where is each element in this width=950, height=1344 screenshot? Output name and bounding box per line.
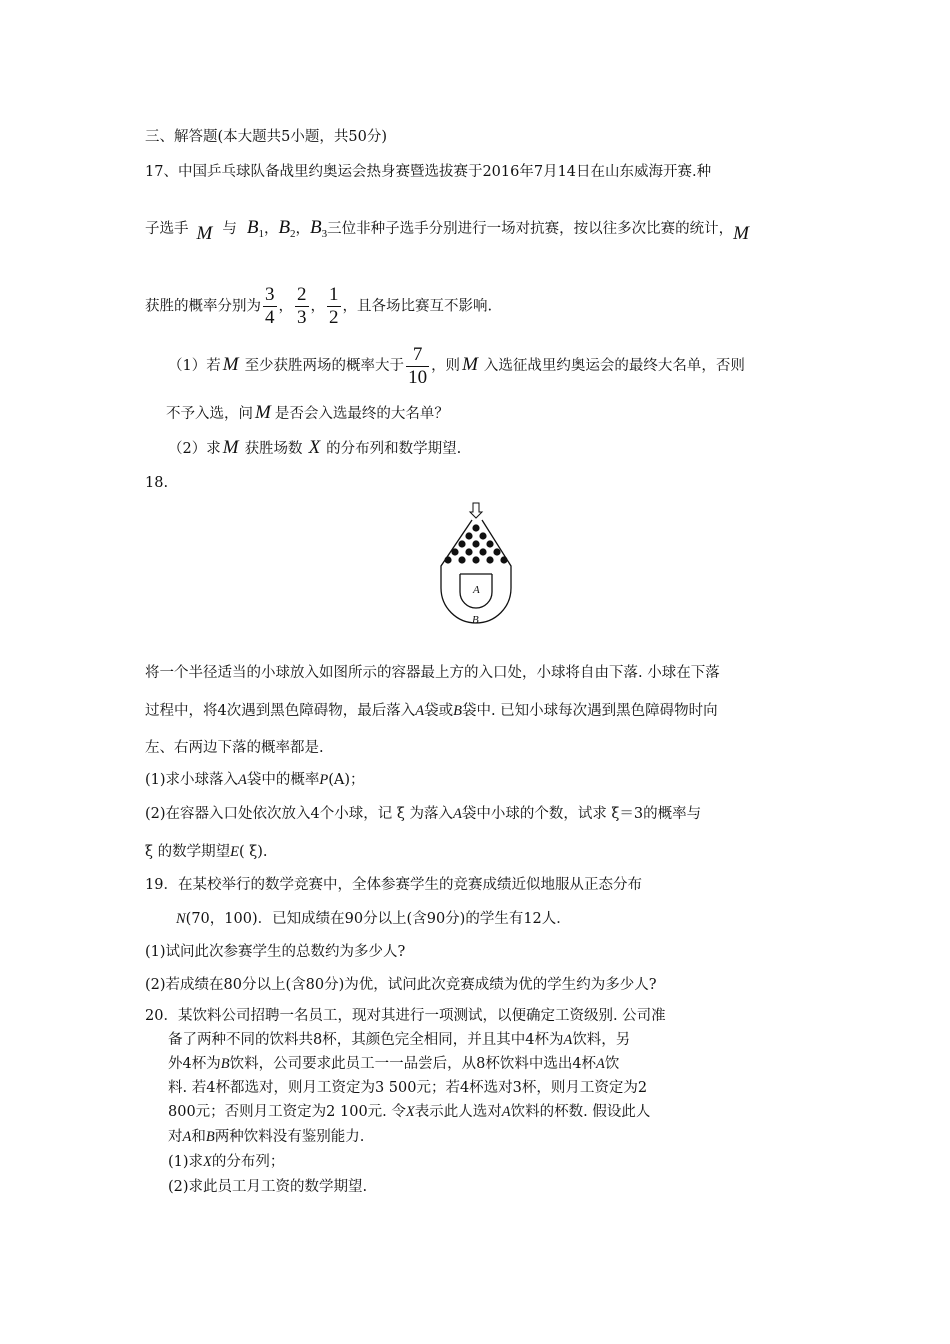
var-B3: $B_3$	[310, 217, 328, 240]
var-A: A	[501, 1104, 511, 1120]
q20-l2-a: 备了两种不同的饮料共8杯，其颜色完全相同，并且其中4杯为	[168, 1032, 564, 1048]
q20-part1	[168, 1153, 284, 1171]
var-X: X	[405, 1104, 415, 1120]
q19-l2-text: (70，100)．已知成绩在90分以上(含90分)的学生有12人．	[185, 911, 571, 927]
q18-p2-a: (2)在容器入口处依次放入4个小球，记 ξ 为落入	[145, 806, 453, 822]
q17-p1-text-d: 入选征战里约奥运会的最终大名单，否则	[483, 358, 745, 374]
q20-line3	[168, 1055, 619, 1073]
sep: ，	[263, 221, 279, 237]
var-X: X	[308, 437, 321, 458]
obstacle	[458, 556, 465, 563]
var-A: A	[563, 1032, 573, 1048]
var-M: M	[733, 223, 749, 244]
obstacle	[472, 556, 479, 563]
q20-l5-b: 表示此人选对	[414, 1104, 502, 1120]
fraction-2-3: $\frac{2}{3}$	[297, 284, 307, 328]
var-B: B	[220, 1056, 230, 1072]
q17-part2	[168, 436, 461, 461]
q18-p1-b: 袋中的概率	[246, 772, 320, 788]
entry-arrow-icon	[470, 503, 482, 518]
q19-part2: (2)若成绩在80分以上(含80分)为优，试问此次竞赛成绩为优的学生约为多少人?	[145, 977, 657, 993]
var-M: M	[255, 402, 271, 423]
var-B1: $B_1$	[246, 217, 264, 240]
figure-label-a: A	[473, 584, 480, 596]
obstacle	[472, 540, 479, 547]
q17-p2-text-b: 获胜场数	[244, 441, 303, 457]
q20-l6-b: 和	[191, 1129, 206, 1145]
q20-l6-c: 两种饮料没有鉴别能力.	[214, 1129, 365, 1145]
q20-line2	[168, 1031, 630, 1049]
var-X: X	[203, 1154, 212, 1170]
q17-l3-text-b: ，且各场比赛互不影响.	[342, 298, 493, 315]
q20-l5-a: 800元；否则月工资定为2 100元. 令	[168, 1104, 406, 1120]
q19-line2	[176, 910, 571, 928]
figure-label-b: B	[472, 614, 479, 626]
fraction-1-2: $\frac{1}{2}$	[329, 284, 339, 328]
q20-l3-c: 饮	[604, 1056, 620, 1072]
q18-p1-a: (1)求小球落入	[145, 772, 239, 788]
q19-part1: (1)试问此次参赛学生的总数约为多少人?	[145, 944, 406, 960]
var-M: M	[222, 354, 239, 375]
q20-line5	[168, 1103, 650, 1121]
obstacle	[444, 556, 451, 563]
var-N: N	[176, 911, 186, 927]
var-B: B	[453, 703, 462, 719]
q17-p1-text-f: 是否会入选最终的大名单？	[274, 406, 449, 422]
comma: ，	[310, 298, 325, 315]
q18-part1	[145, 771, 365, 789]
q20-part2: (2)求此员工月工资的数学期望.	[168, 1179, 368, 1195]
var-B2: $B_2$	[278, 217, 296, 240]
q17-p1-text-e: 不予入选，问	[166, 406, 253, 422]
q17-line1: 17、中国乒乓球队备战里约奥运会热身赛暨选拔赛于2016年7月14日在山东威海开赛.种	[145, 164, 712, 180]
q17-p2-text-c: 的分布列和数学期望.	[326, 441, 462, 457]
q20-l2-b: 饮料，另	[572, 1032, 631, 1048]
fraction-7-10: $\frac{7}{10}$	[408, 343, 428, 388]
var-P: P	[319, 772, 329, 788]
var-A: A	[238, 772, 247, 788]
q18-l2-a: 过程中，将4次遇到黑色障碍物，最后落入	[145, 703, 416, 719]
q20-line4: 料. 若4杯都选对，则月工资定为3 500元；若4杯选对3杯，则月工资定为2	[168, 1080, 648, 1096]
sep: ，	[295, 221, 311, 237]
q17-p2-text-a: （2）求	[168, 441, 221, 457]
q17-l3-text-a: 获胜的概率分别为	[145, 298, 261, 315]
q20-l5-c: 饮料的杯数. 假设此人	[510, 1104, 651, 1120]
q20-l3-b: 饮料，公司要求此员工一一品尝后，从8杯饮料中选出4杯	[229, 1056, 597, 1072]
obstacle	[458, 540, 465, 547]
var-M: M	[222, 437, 239, 458]
q18-line2	[145, 702, 718, 720]
q18-line3: 左、右两边下落的概率都是.	[145, 740, 324, 756]
q17-part1	[168, 343, 745, 389]
obstacle-grid	[444, 524, 507, 563]
obstacle	[465, 548, 472, 555]
obstacle	[479, 532, 486, 539]
var-A: A	[596, 1056, 605, 1072]
var-A: A	[182, 1129, 192, 1145]
q18-p2-b: 袋中小球的个数，试求 ξ＝3的概率与	[461, 806, 702, 822]
q18-p3-a: ξ 的数学期望	[145, 844, 231, 860]
q17-p1-text-a: （1）若	[168, 358, 221, 374]
q18-number: 18.	[145, 475, 169, 491]
q17-part1-cont	[166, 401, 449, 426]
q18-line1: 将一个半径适当的小球放入如图所示的容器最上方的入口处，小球将自由下落. 小球在下落	[145, 665, 720, 681]
var-B: B	[205, 1129, 215, 1145]
section-header: 三、解答题(本大题共5小题，共50分)	[145, 129, 387, 145]
q17-line3	[145, 284, 492, 329]
obstacle	[465, 532, 472, 539]
q20-p1-a: (1)求	[168, 1154, 204, 1170]
q20-line1: 20．某饮料公司招聘一名员工，现对其进行一项测试，以便确定工资级别. 公司准	[145, 1008, 666, 1024]
var-M: M	[196, 223, 213, 244]
q17-p1-text-c: ，则	[431, 358, 461, 374]
fraction-3-4: $\frac{3}{4}$	[265, 284, 275, 328]
q20-line6	[168, 1128, 364, 1146]
var-M: M	[462, 354, 478, 375]
q17-l2-text-b: 与	[222, 221, 237, 237]
q17-l2-text-a: 子选手	[145, 221, 189, 237]
obstacle	[500, 556, 507, 563]
q18-p3-c: ( ξ).	[238, 844, 268, 860]
q17-line2	[145, 217, 749, 244]
obstacle	[486, 556, 493, 563]
q18-l2-b: 袋或	[424, 703, 454, 719]
obstacle	[493, 548, 500, 555]
q20-p1-b: 的分布列；	[211, 1154, 285, 1170]
obstacle	[472, 524, 479, 531]
q18-part2-cont	[145, 843, 268, 861]
var-A: A	[452, 806, 462, 822]
q17-p1-text-b: 至少获胜两场的概率大于	[244, 358, 405, 374]
ball-container-figure	[430, 500, 520, 634]
q18-p1-d: (A)；	[328, 772, 365, 788]
q18-part2	[145, 805, 701, 823]
var-A: A	[415, 703, 425, 719]
q17-l2-text-c: 三位非种子选手分别进行一场对抗赛，按以往多次比赛的统计，	[327, 221, 734, 237]
q20-l6-a: 对	[168, 1129, 183, 1145]
var-E: E	[230, 844, 239, 860]
obstacle	[451, 548, 458, 555]
obstacle	[479, 548, 486, 555]
q20-l3-a: 外4杯为	[168, 1056, 221, 1072]
comma: ，	[278, 298, 293, 315]
q19-line1: 19．在某校举行的数学竞赛中，全体参赛学生的竞赛成绩近似地服从正态分布	[145, 877, 642, 893]
q18-l2-c: 袋中. 已知小球每次遇到黑色障碍物时向	[461, 703, 718, 719]
obstacle	[486, 540, 493, 547]
